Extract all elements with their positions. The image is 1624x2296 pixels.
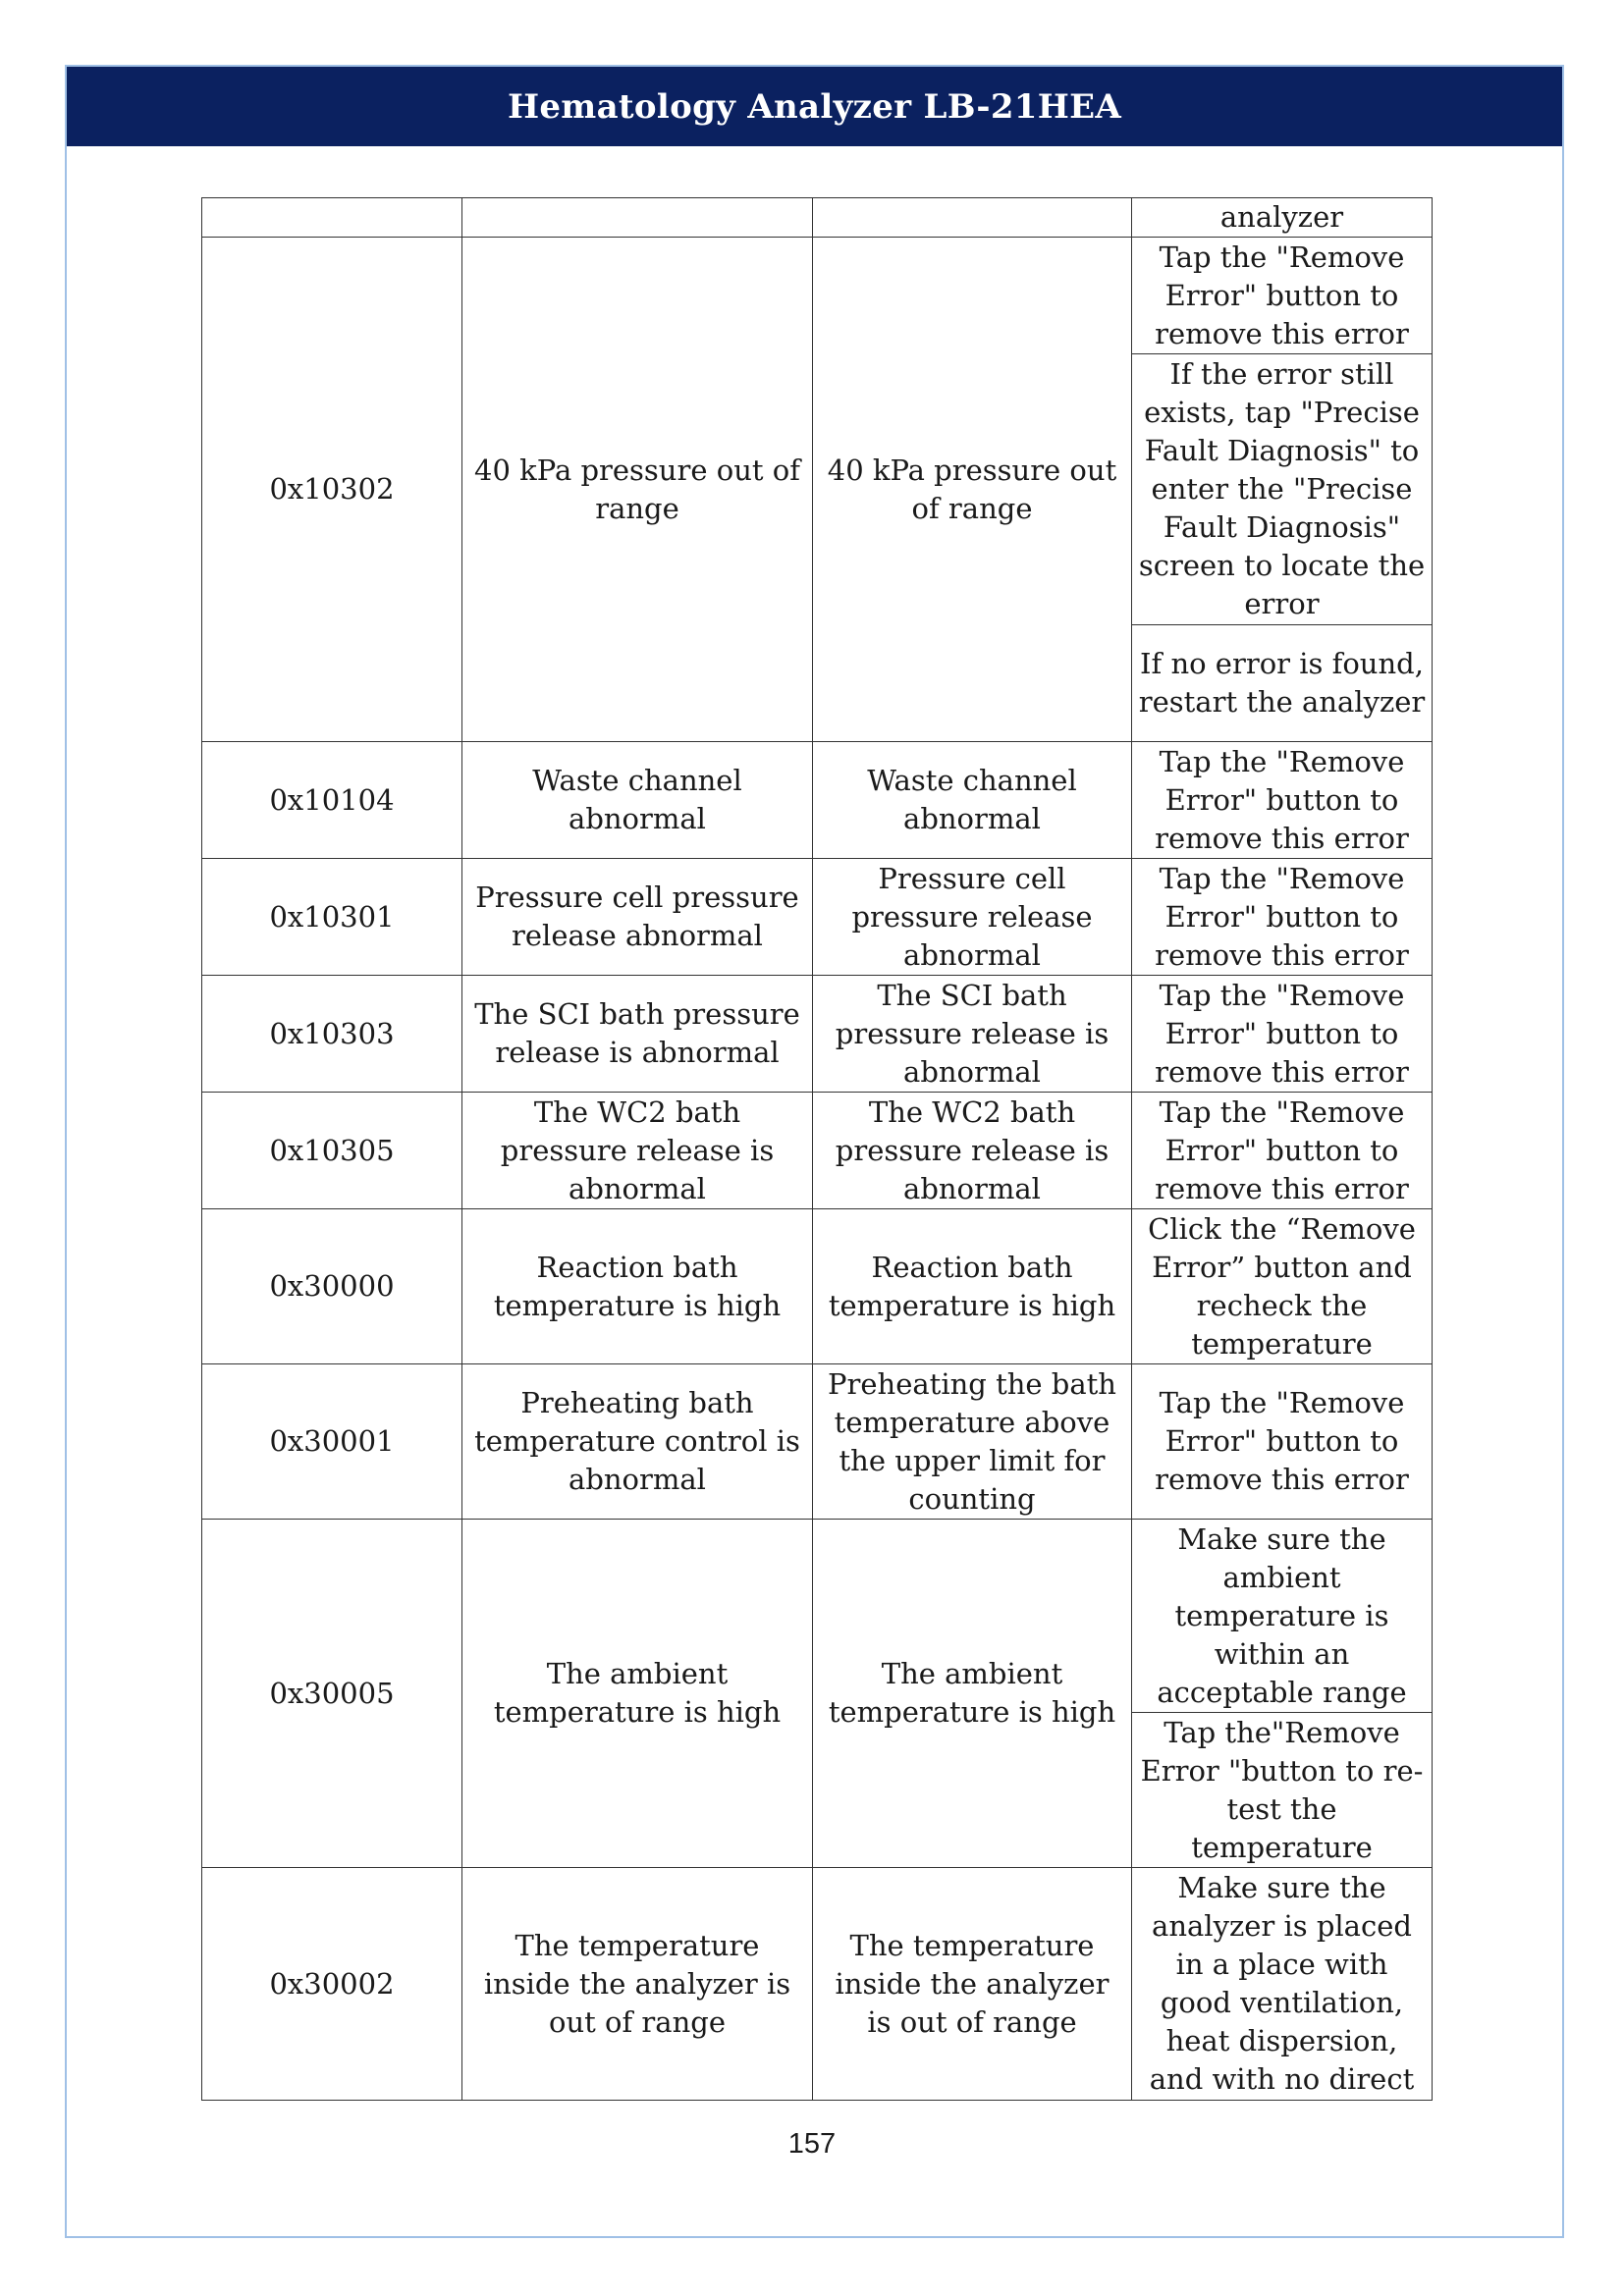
code-cell: 0x30000 (202, 1209, 462, 1364)
table-row (202, 1209, 1433, 1364)
table-row (202, 1093, 1433, 1209)
description-cell: The WC2 bath pressure release is abnormal (813, 1093, 1132, 1209)
name-cell: Pressure cell pressure release abnormal (462, 859, 813, 976)
solution-cell: If no error is found, restart the analyzer (1132, 625, 1433, 742)
name-cell: The WC2 bath pressure release is abnormal (462, 1093, 813, 1209)
description-cell: The temperature inside the analyzer is out of range (813, 1868, 1132, 2101)
description-cell: The SCI bath pressure release is abnormal (813, 976, 1132, 1093)
solution-cell: Tap the "Remove Error" button to remove this error (1132, 1364, 1433, 1520)
page-number: 157 (787, 2128, 837, 2160)
solution-cell: If the error still exists, tap "Precise Fault Diagnosis" to enter the "Precise Fault Diagnosis" screen to locate the error (1132, 354, 1433, 625)
table-row (202, 859, 1433, 976)
description-cell: Preheating the bath temperature above the upper limit for counting (813, 1364, 1132, 1520)
code-cell: 0x30005 (202, 1520, 462, 1868)
name-cell: The temperature inside the analyzer is out of range (462, 1868, 813, 2101)
solution-cell: Click the “Remove Error” button and recheck the temperature (1132, 1209, 1433, 1364)
solution-cell: Tap the "Remove Error" button to remove this error (1132, 1093, 1433, 1209)
description-cell: Waste channel abnormal (813, 742, 1132, 859)
description-cell: 40 kPa pressure out of range (813, 238, 1132, 742)
name-cell (462, 198, 813, 238)
name-cell: Waste channel abnormal (462, 742, 813, 859)
name-cell: Preheating bath temperature control is abnormal (462, 1364, 813, 1520)
solution-cell: Tap the"Remove Error "button to re-test the temperature (1132, 1713, 1433, 1868)
code-cell: 0x30001 (202, 1364, 462, 1520)
table-row (202, 198, 1433, 238)
code-cell: 0x10104 (202, 742, 462, 859)
name-cell: The SCI bath pressure release is abnormal (462, 976, 813, 1093)
solution-cell: analyzer (1132, 198, 1433, 238)
code-cell: 0x10303 (202, 976, 462, 1093)
solution-cell: Make sure the ambient temperature is within an acceptable range (1132, 1520, 1433, 1713)
table-row (202, 1364, 1433, 1520)
code-cell: 0x10305 (202, 1093, 462, 1209)
error-code-table (201, 197, 1433, 2101)
table-row (202, 1868, 1433, 2101)
table-row (202, 976, 1433, 1093)
code-cell: 0x10302 (202, 238, 462, 742)
table-row (202, 742, 1433, 859)
solution-cell: Make sure the analyzer is placed in a place with good ventilation, heat dispersion, and with no direct (1132, 1868, 1433, 2101)
document-title: Hematology Analyzer LB-21HEA (507, 86, 1122, 127)
document-header (67, 67, 1562, 146)
code-cell (202, 198, 462, 238)
description-cell: Reaction bath temperature is high (813, 1209, 1132, 1364)
table-row (202, 238, 1433, 354)
table-row (202, 1520, 1433, 1713)
solution-cell: Tap the "Remove Error" button to remove this error (1132, 238, 1433, 354)
solution-cell: Tap the "Remove Error" button to remove this error (1132, 742, 1433, 859)
solution-cell: Tap the "Remove Error" button to remove this error (1132, 859, 1433, 976)
code-cell: 0x30002 (202, 1868, 462, 2101)
description-cell: The ambient temperature is high (813, 1520, 1132, 1868)
name-cell: 40 kPa pressure out of range (462, 238, 813, 742)
name-cell: The ambient temperature is high (462, 1520, 813, 1868)
solution-cell: Tap the "Remove Error" button to remove this error (1132, 976, 1433, 1093)
description-cell: Pressure cell pressure release abnormal (813, 859, 1132, 976)
description-cell (813, 198, 1132, 238)
name-cell: Reaction bath temperature is high (462, 1209, 813, 1364)
code-cell: 0x10301 (202, 859, 462, 976)
